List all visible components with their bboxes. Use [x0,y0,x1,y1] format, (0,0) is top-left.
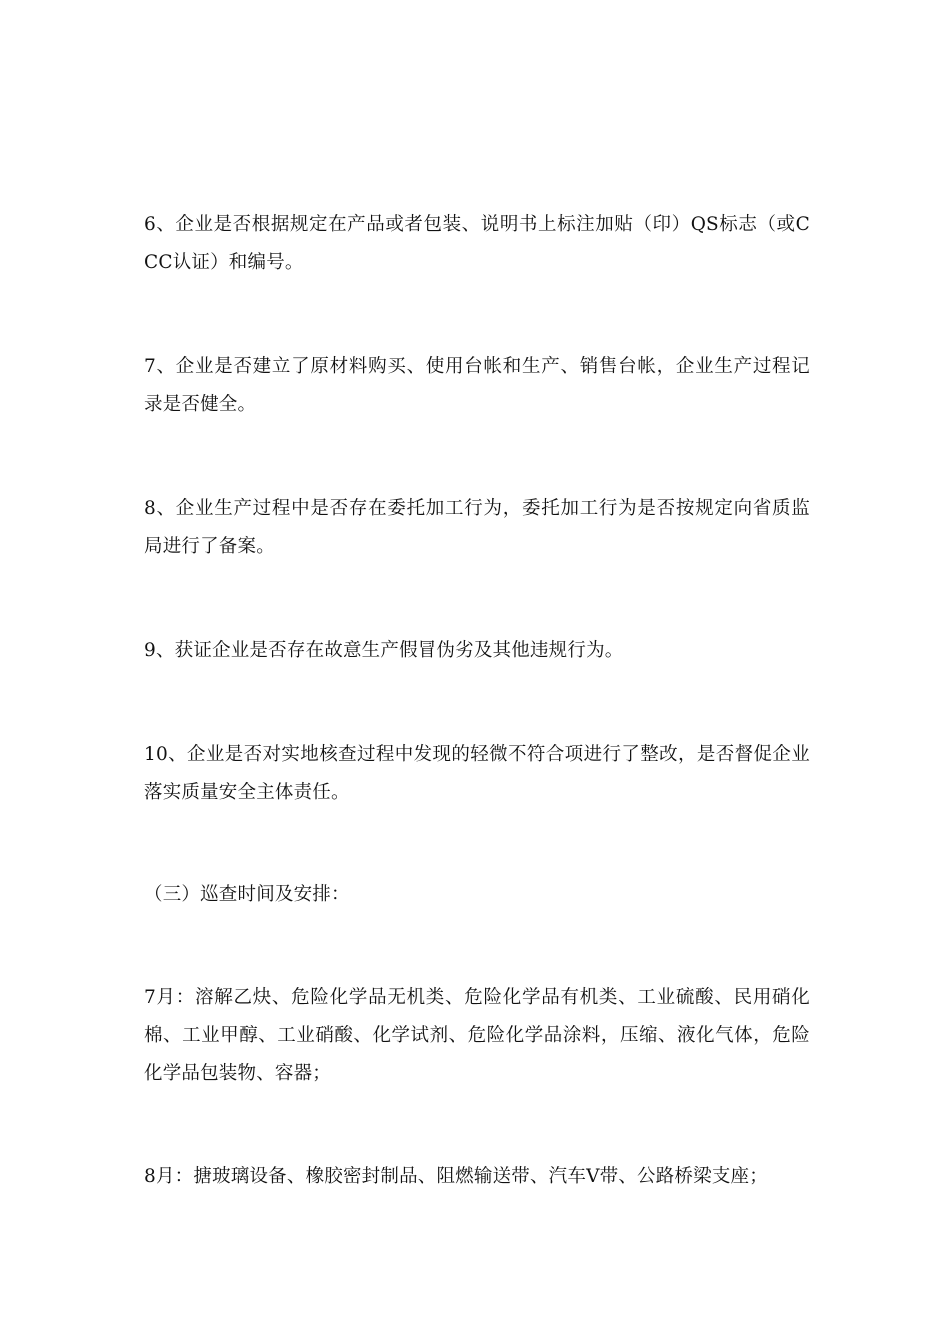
paragraph-item-7: 7、企业是否建立了原材料购买、使用台帐和生产、销售台帐，企业生产过程记录是否健全。 [144,355,810,415]
paragraph-item-8: 8、企业生产过程中是否存在委托加工行为，委托加工行为是否按规定向省质监局进行了备案。 [144,497,810,557]
paragraph-item-10: 10、企业是否对实地核查过程中发现的轻微不符合项进行了整改，是否督促企业落实质量安全主体责任。 [144,743,810,803]
schedule-july: 7月：溶解乙炔、危险化学品无机类、危险化学品有机类、工业硫酸、民用硝化棉、工业甲醇、工业硝酸、化学试剂、危险化学品涂料，压缩、液化气体，危险化学品包装物、容器； [144,986,810,1084]
schedule-august: 8月：搪玻璃设备、橡胶密封制品、阻燃输送带、汽车V带、公路桥梁支座； [144,1165,768,1187]
paragraph-item-6: 6、企业是否根据规定在产品或者包装、说明书上标注加贴（印）QS标志（或CCC认证）和编号。 [144,213,810,273]
paragraph-item-9: 9、获证企业是否存在故意生产假冒伪劣及其他违规行为。 [144,639,624,661]
section-heading-inspection-schedule: （三）巡查时间及安排： [144,883,350,905]
